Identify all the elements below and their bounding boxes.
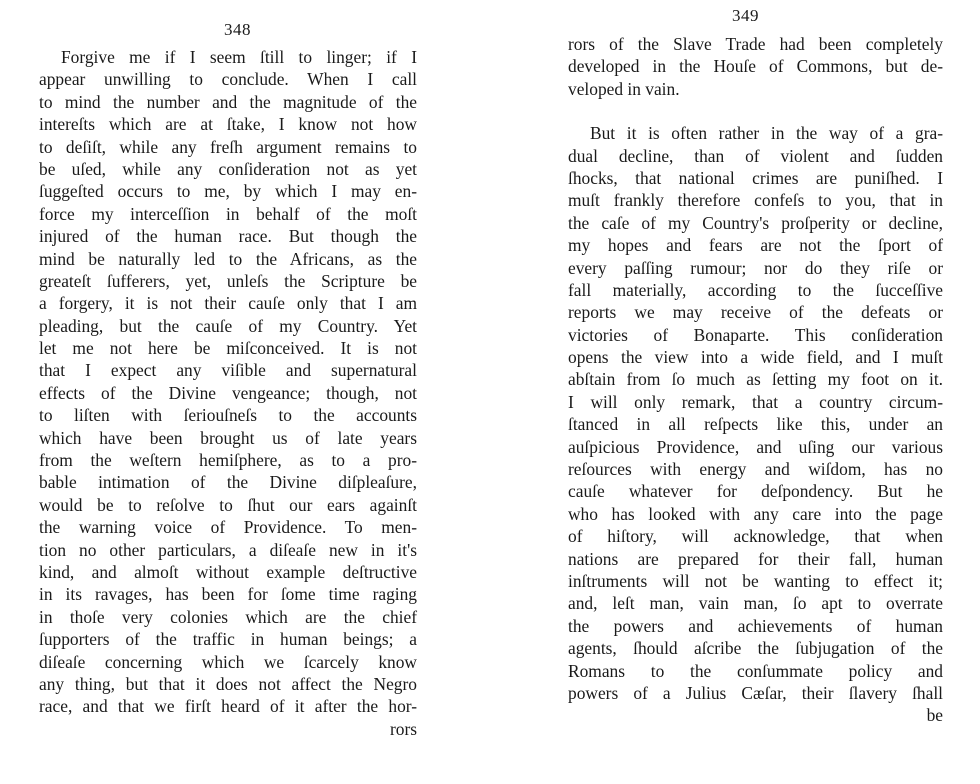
text-line: developed in the Houſe of Commons, but de-: [568, 56, 943, 77]
text-line: pleading, but the cauſe of my Country. Yet: [39, 315, 417, 336]
text-line: reſources with energy and wiſdom, has no: [568, 459, 943, 480]
text-line: fall materially, according to the ſucceſſive: [568, 279, 943, 300]
text-line: mind be naturally led to the Africans, as the: [39, 248, 417, 269]
text-line: to mind the number and the magnitude of the: [39, 91, 417, 112]
text-line: Forgive me if I seem ſtill to linger; if I: [61, 47, 417, 67]
text-line: be uſed, while any conſideration not as yet: [39, 158, 417, 179]
text-line: rors of the Slave Trade had been completely: [568, 34, 943, 54]
left-page-number: 348: [224, 20, 251, 39]
text-line: appear unwilling to conclude. When I call: [39, 69, 417, 90]
text-line: diſeaſe concerning which we ſcarcely know: [39, 651, 417, 672]
text-line: agents, ſhould aſcribe the ſubjugation of the: [568, 638, 943, 659]
paragraph-gap: [568, 100, 943, 122]
text-line: my hopes and fears are not the ſport of: [568, 235, 943, 256]
text-line: who has looked with any care into the page: [568, 503, 943, 524]
text-line: rors: [389, 718, 417, 739]
text-line: tion no other particulars, a diſeaſe new in it's: [39, 539, 417, 560]
text-line: greateſt ſufferers, yet, unleſs the Scripture be: [39, 270, 417, 291]
text-line: to deſiſt, while any freſh argument remains to: [39, 136, 417, 157]
text-line: race, and that we firſt heard of it after the hor-: [39, 696, 417, 717]
text-line: to liſten with ſeriouſneſs to the accounts: [39, 405, 417, 426]
text-line: abſtain from ſo much as ſetting my foot on it.: [568, 369, 943, 390]
text-line: cauſe whatever for deſpondency. But he: [568, 481, 943, 502]
text-line: which have been brought us of late years: [39, 427, 417, 448]
text-line: and, leſt man, vain man, ſo apt to overrate: [568, 593, 943, 614]
text-line: would be to reſolve to ſhut our ears againſt: [39, 494, 417, 515]
text-line: reports we may receive of the defeats or: [568, 302, 943, 323]
text-line: victories of Bonaparte. This conſideration: [568, 324, 943, 345]
text-line: the caſe of my Country's proſperity or decline,: [568, 212, 943, 233]
text-line: auſpicious Providence, and uſing our various: [568, 436, 943, 457]
text-line: of hiſtory, will acknowledge, that when: [568, 526, 943, 547]
text-line: be: [926, 705, 943, 726]
text-line: ſupporters of the traffic in human beings; a: [39, 629, 417, 650]
text-line: ſtanced in all reſpects like this, under an: [568, 414, 943, 435]
text-line: in thoſe very colonies which are the chief: [39, 606, 417, 627]
text-line: from the weſtern hemiſphere, as to a pro-: [39, 450, 417, 471]
text-line: the warning voice of Providence. To men-: [39, 517, 417, 538]
left-page-body: [39, 46, 417, 740]
text-line: dual decline, than of violent and ſudden: [568, 145, 943, 166]
text-line: inſtruments will not be wanting to effect it;: [568, 570, 943, 591]
text-line: let me not here be miſconceived. It is not: [39, 338, 417, 359]
text-line: kind, and almoſt without example deſtructive: [39, 561, 417, 582]
text-line: every paſſing rumour; nor do they riſe or: [568, 257, 943, 278]
text-line: nations are prepared for their fall, human: [568, 548, 943, 569]
right-page-number: 349: [732, 6, 759, 25]
text-line: powers of a Julius Cæſar, their ſlavery ſhall: [568, 682, 943, 703]
text-line: injured of the human race. But though the: [39, 226, 417, 247]
text-line: Romans to the conſummate policy and: [568, 660, 943, 681]
text-line: any thing, but that it does not affect the Negro: [39, 673, 417, 694]
right-page-body: [568, 33, 943, 727]
text-line: intereſts which are at ſtake, I know not how: [39, 114, 417, 135]
text-line: opens the view into a wide field, and I muſt: [568, 347, 943, 368]
text-line: that I expect any viſible and supernatural: [39, 360, 417, 381]
text-line: muſt frankly therefore confeſs to you, that in: [568, 190, 943, 211]
text-line: bable intimation of the Divine diſpleaſure,: [39, 472, 417, 493]
text-line: ſhocks, that national crimes are puniſhed. I: [568, 167, 943, 188]
text-line: I will only remark, that a country circum-: [568, 391, 943, 412]
text-line: ſuggeſted occurs to me, by which I may en-: [39, 181, 417, 202]
text-line: effects of the Divine vengeance; though, not: [39, 382, 417, 403]
text-line: in its ravages, has been for ſome time raging: [39, 584, 417, 605]
text-line: the powers and achievements of human: [568, 615, 943, 636]
text-line: force my interceſſion in behalf of the moſt: [39, 203, 417, 224]
text-line: But it is often rather in the way of a gra-: [590, 123, 943, 144]
text-line: veloped in vain.: [568, 78, 680, 99]
text-line: a forgery, it is not their cauſe only that I am: [39, 293, 417, 314]
